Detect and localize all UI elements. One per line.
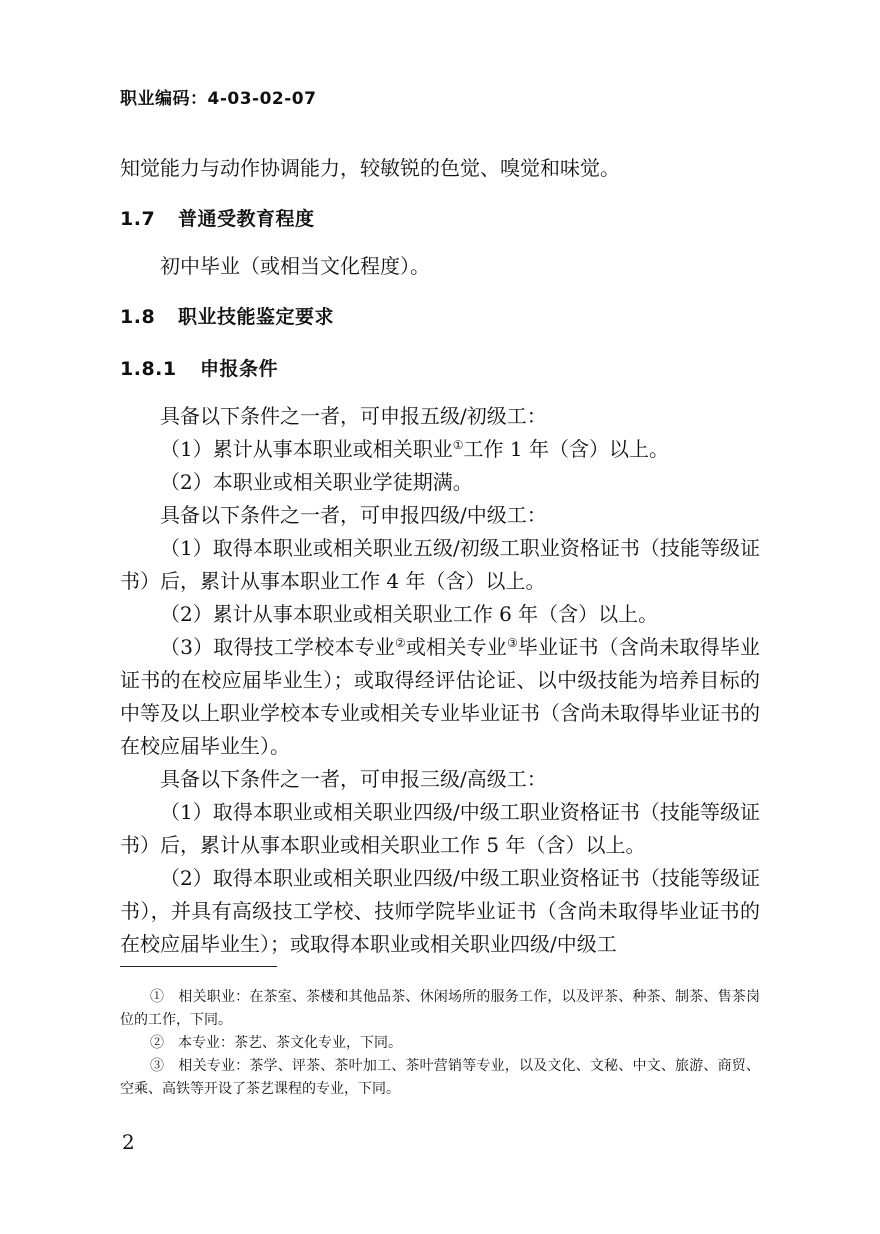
footnote-ref: ①: [452, 438, 464, 452]
level5-intro: 具备以下条件之一者，可申报五级/初级工：: [160, 404, 547, 428]
level5-condition-2: （2）本职业或相关职业学徒期满。: [160, 470, 473, 494]
application-conditions: [120, 400, 760, 961]
level5-condition-1: （1）累计从事本职业或相关职业①工作 1 年（含）以上。: [160, 437, 669, 461]
footnote-3: ③ 相关专业：茶学、评茶、茶叶加工、茶叶营销等专业，以及文化、文秘、中文、旅游、商贸、空乘、高铁等开设了茶艺课程的专业，下同。: [120, 1058, 760, 1097]
footnote-ref: ②: [395, 636, 406, 650]
footnote-2: ② 本专业：茶艺、茶文化专业，下同。: [150, 1035, 402, 1051]
footnotes: [120, 986, 760, 1101]
level4-condition-2: （2）累计从事本职业或相关职业工作 6 年（含）以上。: [160, 602, 659, 626]
level3-intro: 具备以下条件之一者，可申报三级/高级工：: [160, 767, 547, 791]
level4-condition-3: （3）取得技工学校本专业②或相关专业③毕业证书（含尚未取得毕业证书的在校应届毕业生）；或取得经评估论证、以中级技能为培养目标的中等及以上职业学校本专业或相关专业毕业证书（含尚未取得毕业证书的在校应届毕业生）。: [120, 635, 761, 758]
section-heading-1-8-1: [120, 354, 278, 381]
footnote-1: ① 相关职业：在茶室、茶楼和其他品茶、休闲场所的服务工作，以及评茶、种茶、制茶、售茶岗位的工作，下同。: [120, 989, 760, 1028]
occupation-code-header: 职业编码：4-03-02-07: [120, 89, 317, 109]
section-title: 申报条件: [200, 358, 279, 380]
level3-condition-2: （2）取得本职业或相关职业四级/中级工职业资格证书（技能等级证书），并具有高级技工学校、技师学院毕业证书（含尚未取得毕业证书的在校应届毕业生）；或取得本职业或相关职业四级/中级工: [120, 866, 760, 956]
footnote-ref: ③: [506, 636, 518, 650]
level4-condition-1: （1）取得本职业或相关职业五级/初级工职业资格证书（技能等级证书）后，累计从事本职业工作 4 年（含）以上。: [120, 536, 760, 593]
section-title: 普通受教育程度: [178, 208, 315, 230]
level4-intro: 具备以下条件之一者，可申报四级/中级工：: [160, 503, 547, 527]
footnote-divider: [120, 966, 277, 967]
section-number: 1.8.1: [120, 358, 177, 380]
section-heading-1-8: [120, 302, 334, 329]
section-number: 1.8: [120, 306, 156, 328]
education-paragraph: 初中毕业（或相当文化程度）。: [160, 254, 430, 278]
page-number: 2: [122, 1130, 135, 1154]
level3-condition-1: （1）取得本职业或相关职业四级/中级工职业资格证书（技能等级证书）后，累计从事本职业或相关职业工作 5 年（含）以上。: [120, 800, 760, 857]
section-number: 1.7: [120, 208, 156, 230]
intro-paragraph: 知觉能力与动作协调能力，较敏锐的色觉、嗅觉和味觉。: [120, 156, 620, 180]
section-title: 职业技能鉴定要求: [178, 306, 335, 328]
section-heading-1-7: [120, 204, 315, 231]
